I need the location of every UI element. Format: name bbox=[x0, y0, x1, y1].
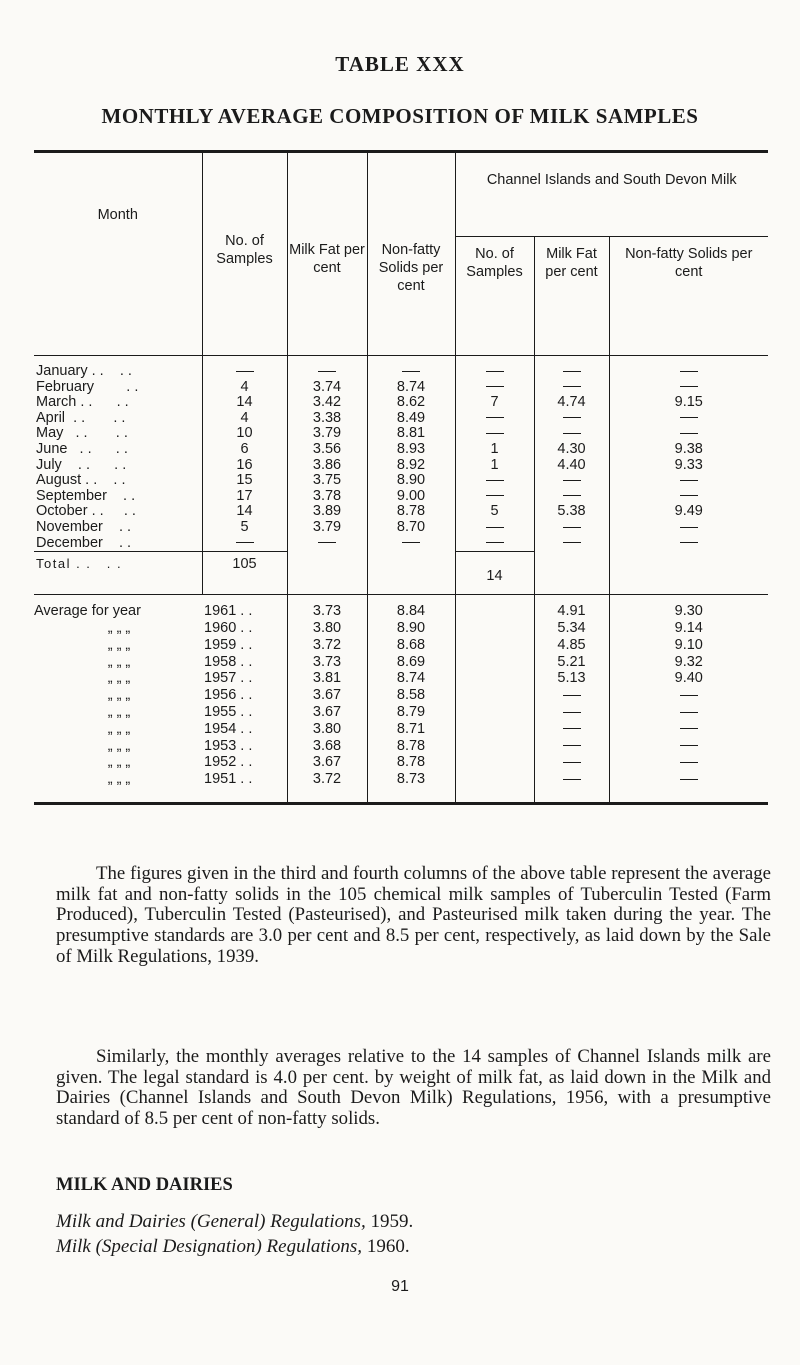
average-solids-value: 8.78 bbox=[396, 754, 426, 771]
dash bbox=[563, 695, 581, 696]
average-solids-value: 8.68 bbox=[396, 636, 426, 653]
dash bbox=[680, 542, 698, 543]
fat-column bbox=[287, 356, 367, 595]
page-number: 91 bbox=[391, 1278, 409, 1295]
month-label: January . . . . bbox=[36, 363, 132, 379]
dash bbox=[486, 542, 504, 543]
average-solids-column bbox=[367, 595, 455, 804]
average-solids-value: 8.71 bbox=[396, 720, 426, 737]
average-fat-value: 3.72 bbox=[312, 636, 342, 653]
fat-value: 3.56 bbox=[312, 440, 342, 457]
samples-value: 6 bbox=[240, 440, 249, 457]
dash bbox=[563, 371, 581, 372]
average-row-label: „ „ „ 1952 . . bbox=[107, 754, 253, 771]
average-row-label: „ „ „ 1957 . . bbox=[107, 670, 253, 687]
average-fat-column bbox=[287, 595, 367, 804]
average-solids-value: 8.84 bbox=[396, 603, 426, 620]
milk-composition-table bbox=[34, 150, 768, 805]
ci-samples-value: 5 bbox=[490, 503, 499, 520]
average-row-label: „ „ „ 1960 . . bbox=[107, 619, 253, 636]
samples-value: 16 bbox=[236, 456, 253, 473]
average-solids-value: 8.74 bbox=[396, 670, 426, 687]
dash bbox=[563, 762, 581, 763]
ci-fat-value: 4.30 bbox=[557, 440, 586, 457]
fat-value: 3.79 bbox=[312, 425, 342, 442]
dash bbox=[563, 712, 581, 713]
average-ci-fat-value: 5.13 bbox=[557, 670, 586, 687]
average-row-label: „ „ „ 1956 . . bbox=[107, 687, 253, 704]
average-fat-value: 3.68 bbox=[312, 737, 342, 754]
average-ci-solids-value: 9.40 bbox=[674, 670, 703, 687]
header-channel-islands: Channel Islands and South Devon Milk bbox=[455, 152, 768, 237]
samples-value: 5 bbox=[240, 518, 249, 535]
average-row-label: „ „ „ 1954 . . bbox=[107, 720, 253, 737]
ci-samples-value: 1 bbox=[490, 456, 499, 473]
dash bbox=[680, 527, 698, 528]
regulation-title: Milk and Dairies (General) Regulations, bbox=[56, 1211, 366, 1232]
month-label: February . . bbox=[36, 378, 139, 395]
month-label: November . . bbox=[36, 518, 132, 535]
solids-value: 8.62 bbox=[396, 394, 426, 411]
regulation-line bbox=[56, 1236, 410, 1258]
dash bbox=[563, 495, 581, 496]
header-milk-fat: Milk Fat per cent bbox=[287, 152, 367, 356]
dash bbox=[680, 480, 698, 481]
average-fat-value: 3.72 bbox=[312, 771, 342, 788]
month-label: December . . bbox=[36, 534, 132, 551]
average-ci-solids-value: 9.14 bbox=[674, 619, 703, 636]
dash bbox=[680, 417, 698, 418]
solids-value: 8.74 bbox=[396, 378, 426, 395]
regulation-title: Milk (Special Designation) Regulations, bbox=[56, 1236, 363, 1257]
total-label: Total . . . . bbox=[34, 552, 202, 595]
dash bbox=[563, 527, 581, 528]
average-row-label: Average for year 1961 . . bbox=[34, 603, 253, 620]
average-row-label: „ „ „ 1955 . . bbox=[107, 703, 253, 720]
month-label: September . . bbox=[36, 487, 136, 504]
average-ci-solids-value: 9.32 bbox=[674, 653, 703, 670]
month-column bbox=[34, 356, 202, 552]
fat-value: 3.89 bbox=[312, 503, 342, 520]
samples-value: 17 bbox=[236, 487, 253, 504]
average-solids-value: 8.90 bbox=[396, 619, 426, 636]
dash bbox=[486, 433, 504, 434]
dash bbox=[486, 386, 504, 387]
dash bbox=[486, 371, 504, 372]
dash bbox=[680, 371, 698, 372]
average-row-label: „ „ „ 1959 . . bbox=[107, 636, 253, 653]
fat-value: 3.75 bbox=[312, 472, 342, 489]
average-fat-value: 3.67 bbox=[312, 754, 342, 771]
fat-value: 3.78 bbox=[312, 487, 342, 504]
average-fat-value: 3.81 bbox=[312, 670, 342, 687]
fat-value: 3.74 bbox=[312, 378, 342, 395]
dash bbox=[402, 542, 420, 543]
ci-solids-column bbox=[609, 356, 768, 595]
fat-value: 3.86 bbox=[312, 456, 342, 473]
dash bbox=[563, 433, 581, 434]
dash bbox=[680, 433, 698, 434]
samples-column bbox=[202, 356, 287, 552]
ci-samples-value: 1 bbox=[490, 440, 499, 457]
section-heading: MILK AND DAIRIES bbox=[56, 1175, 233, 1195]
solids-value: 8.49 bbox=[396, 409, 426, 426]
dash bbox=[402, 371, 420, 372]
header-non-fatty-solids: Non-fatty Solids per cent bbox=[367, 152, 455, 356]
dash bbox=[680, 762, 698, 763]
ci-fat-value: 4.40 bbox=[557, 456, 586, 473]
dash bbox=[563, 417, 581, 418]
month-label: July . . . . bbox=[36, 456, 127, 473]
samples-value: 4 bbox=[240, 378, 249, 395]
average-ci-fat-value: 4.85 bbox=[557, 636, 586, 653]
total-samples: 105 bbox=[202, 552, 287, 595]
average-fat-value: 3.80 bbox=[312, 619, 342, 636]
ci-fat-column bbox=[534, 356, 609, 595]
average-row-label: „ „ „ 1953 . . bbox=[107, 737, 253, 754]
month-label: April . . . . bbox=[36, 409, 126, 426]
solids-column bbox=[367, 356, 455, 595]
dash bbox=[486, 527, 504, 528]
average-label-column bbox=[34, 595, 287, 804]
header-ci-samples: No. of Samples bbox=[455, 237, 534, 356]
header-ci-non-fatty-solids: Non-fatty Solids per cent bbox=[609, 237, 768, 356]
regulation-year: 1959. bbox=[370, 1211, 414, 1232]
average-solids-value: 8.78 bbox=[396, 737, 426, 754]
header-samples: No. of Samples bbox=[202, 152, 287, 356]
ci-samples-value: 7 bbox=[490, 394, 499, 411]
table-subtitle: MONTHLY AVERAGE COMPOSITION OF MILK SAMPLES bbox=[101, 104, 699, 128]
samples-value: 10 bbox=[236, 425, 253, 442]
average-row-label: „ „ „ 1958 . . bbox=[107, 653, 253, 670]
average-solids-value: 8.58 bbox=[396, 687, 426, 704]
average-ci-solids-value: 9.30 bbox=[674, 603, 703, 620]
dash bbox=[563, 386, 581, 387]
solids-value: 8.70 bbox=[396, 518, 426, 535]
average-fat-value: 3.67 bbox=[312, 703, 342, 720]
dash bbox=[680, 779, 698, 780]
average-ci-samples-column bbox=[455, 595, 534, 804]
explanation-paragraph: The figures given in the third and fourth columns of the above table represent the average milk fat and non-fatty solids in the 105 chemical milk samples of Tuberculin Tested (Farm Produced), Tuberculin Tested (Pasteurised), and Pasteurised milk taken during the year. The presumptive standards are 3.0 per cent and 8.5 per cent, respectively, as laid down by the Sale of Milk Regulations, 1939. bbox=[56, 863, 771, 967]
dash bbox=[563, 480, 581, 481]
month-label: August . . . . bbox=[36, 472, 126, 489]
dash bbox=[563, 542, 581, 543]
ci-solids-value: 9.38 bbox=[674, 440, 703, 457]
average-ci-fat-value: 5.21 bbox=[557, 653, 586, 670]
average-fat-value: 3.73 bbox=[312, 603, 342, 620]
solids-value: 8.93 bbox=[396, 440, 426, 457]
average-row-label: „ „ „ 1951 . . bbox=[107, 771, 253, 788]
average-fat-value: 3.67 bbox=[312, 687, 342, 704]
dash bbox=[318, 371, 336, 372]
solids-value: 8.92 bbox=[396, 456, 426, 473]
dash bbox=[563, 728, 581, 729]
fat-value: 3.79 bbox=[312, 518, 342, 535]
header-month: Month bbox=[34, 152, 202, 356]
fat-value: 3.38 bbox=[312, 409, 342, 426]
regulation-year: 1960. bbox=[366, 1236, 410, 1257]
average-fat-value: 3.80 bbox=[312, 720, 342, 737]
average-ci-fat-value: 4.91 bbox=[557, 603, 586, 620]
average-solids-value: 8.73 bbox=[396, 771, 426, 788]
average-solids-value: 8.69 bbox=[396, 653, 426, 670]
samples-value: 14 bbox=[236, 503, 253, 520]
ci-solids-value: 9.49 bbox=[674, 503, 703, 520]
solids-value: 8.81 bbox=[396, 425, 426, 442]
solids-value: 8.78 bbox=[396, 503, 426, 520]
average-ci-solids-value: 9.10 bbox=[674, 636, 703, 653]
ci-solids-value: 9.15 bbox=[674, 394, 703, 411]
dash bbox=[680, 695, 698, 696]
channel-islands-paragraph: Similarly, the monthly averages relative to the 14 samples of Channel Islands milk are given. The legal standard is 4.0 per cent. by weight of milk fat, as laid down in the Milk and Dairies (Channel Islands and South Devon Milk) Regulations, 1956, with a presumptive standard of 8.5 per cent of non-fatty solids. bbox=[56, 1046, 771, 1130]
dash bbox=[680, 386, 698, 387]
dash bbox=[486, 480, 504, 481]
dash bbox=[680, 495, 698, 496]
fat-value: 3.42 bbox=[312, 394, 342, 411]
dash bbox=[486, 417, 504, 418]
month-label: October . . . . bbox=[36, 503, 136, 520]
dash bbox=[680, 712, 698, 713]
dash bbox=[486, 495, 504, 496]
dash bbox=[680, 728, 698, 729]
dash bbox=[236, 371, 254, 372]
samples-value: 15 bbox=[236, 472, 253, 489]
average-ci-fat-column bbox=[534, 595, 609, 804]
average-ci-fat-value: 5.34 bbox=[557, 619, 586, 636]
solids-value: 8.90 bbox=[396, 472, 426, 489]
month-label: June . . . . bbox=[36, 440, 128, 457]
month-label: March . . . . bbox=[36, 394, 129, 411]
average-fat-value: 3.73 bbox=[312, 653, 342, 670]
table-title: TABLE XXX bbox=[335, 52, 465, 76]
regulation-line bbox=[56, 1211, 413, 1233]
month-label: May . . . . bbox=[36, 425, 128, 442]
samples-value: 4 bbox=[240, 409, 249, 426]
header-ci-milk-fat: Milk Fat per cent bbox=[534, 237, 609, 356]
ci-fat-value: 5.38 bbox=[557, 503, 586, 520]
samples-value: 14 bbox=[236, 394, 253, 411]
dash bbox=[236, 542, 254, 543]
ci-samples-column bbox=[455, 356, 534, 552]
dash bbox=[563, 745, 581, 746]
dash bbox=[563, 779, 581, 780]
dash bbox=[318, 542, 336, 543]
solids-value: 9.00 bbox=[396, 487, 426, 504]
ci-solids-value: 9.33 bbox=[674, 456, 703, 473]
average-solids-value: 8.79 bbox=[396, 703, 426, 720]
average-ci-solids-column bbox=[609, 595, 768, 804]
total-ci-samples: 14 bbox=[455, 552, 534, 595]
dash bbox=[680, 745, 698, 746]
ci-fat-value: 4.74 bbox=[557, 394, 586, 411]
